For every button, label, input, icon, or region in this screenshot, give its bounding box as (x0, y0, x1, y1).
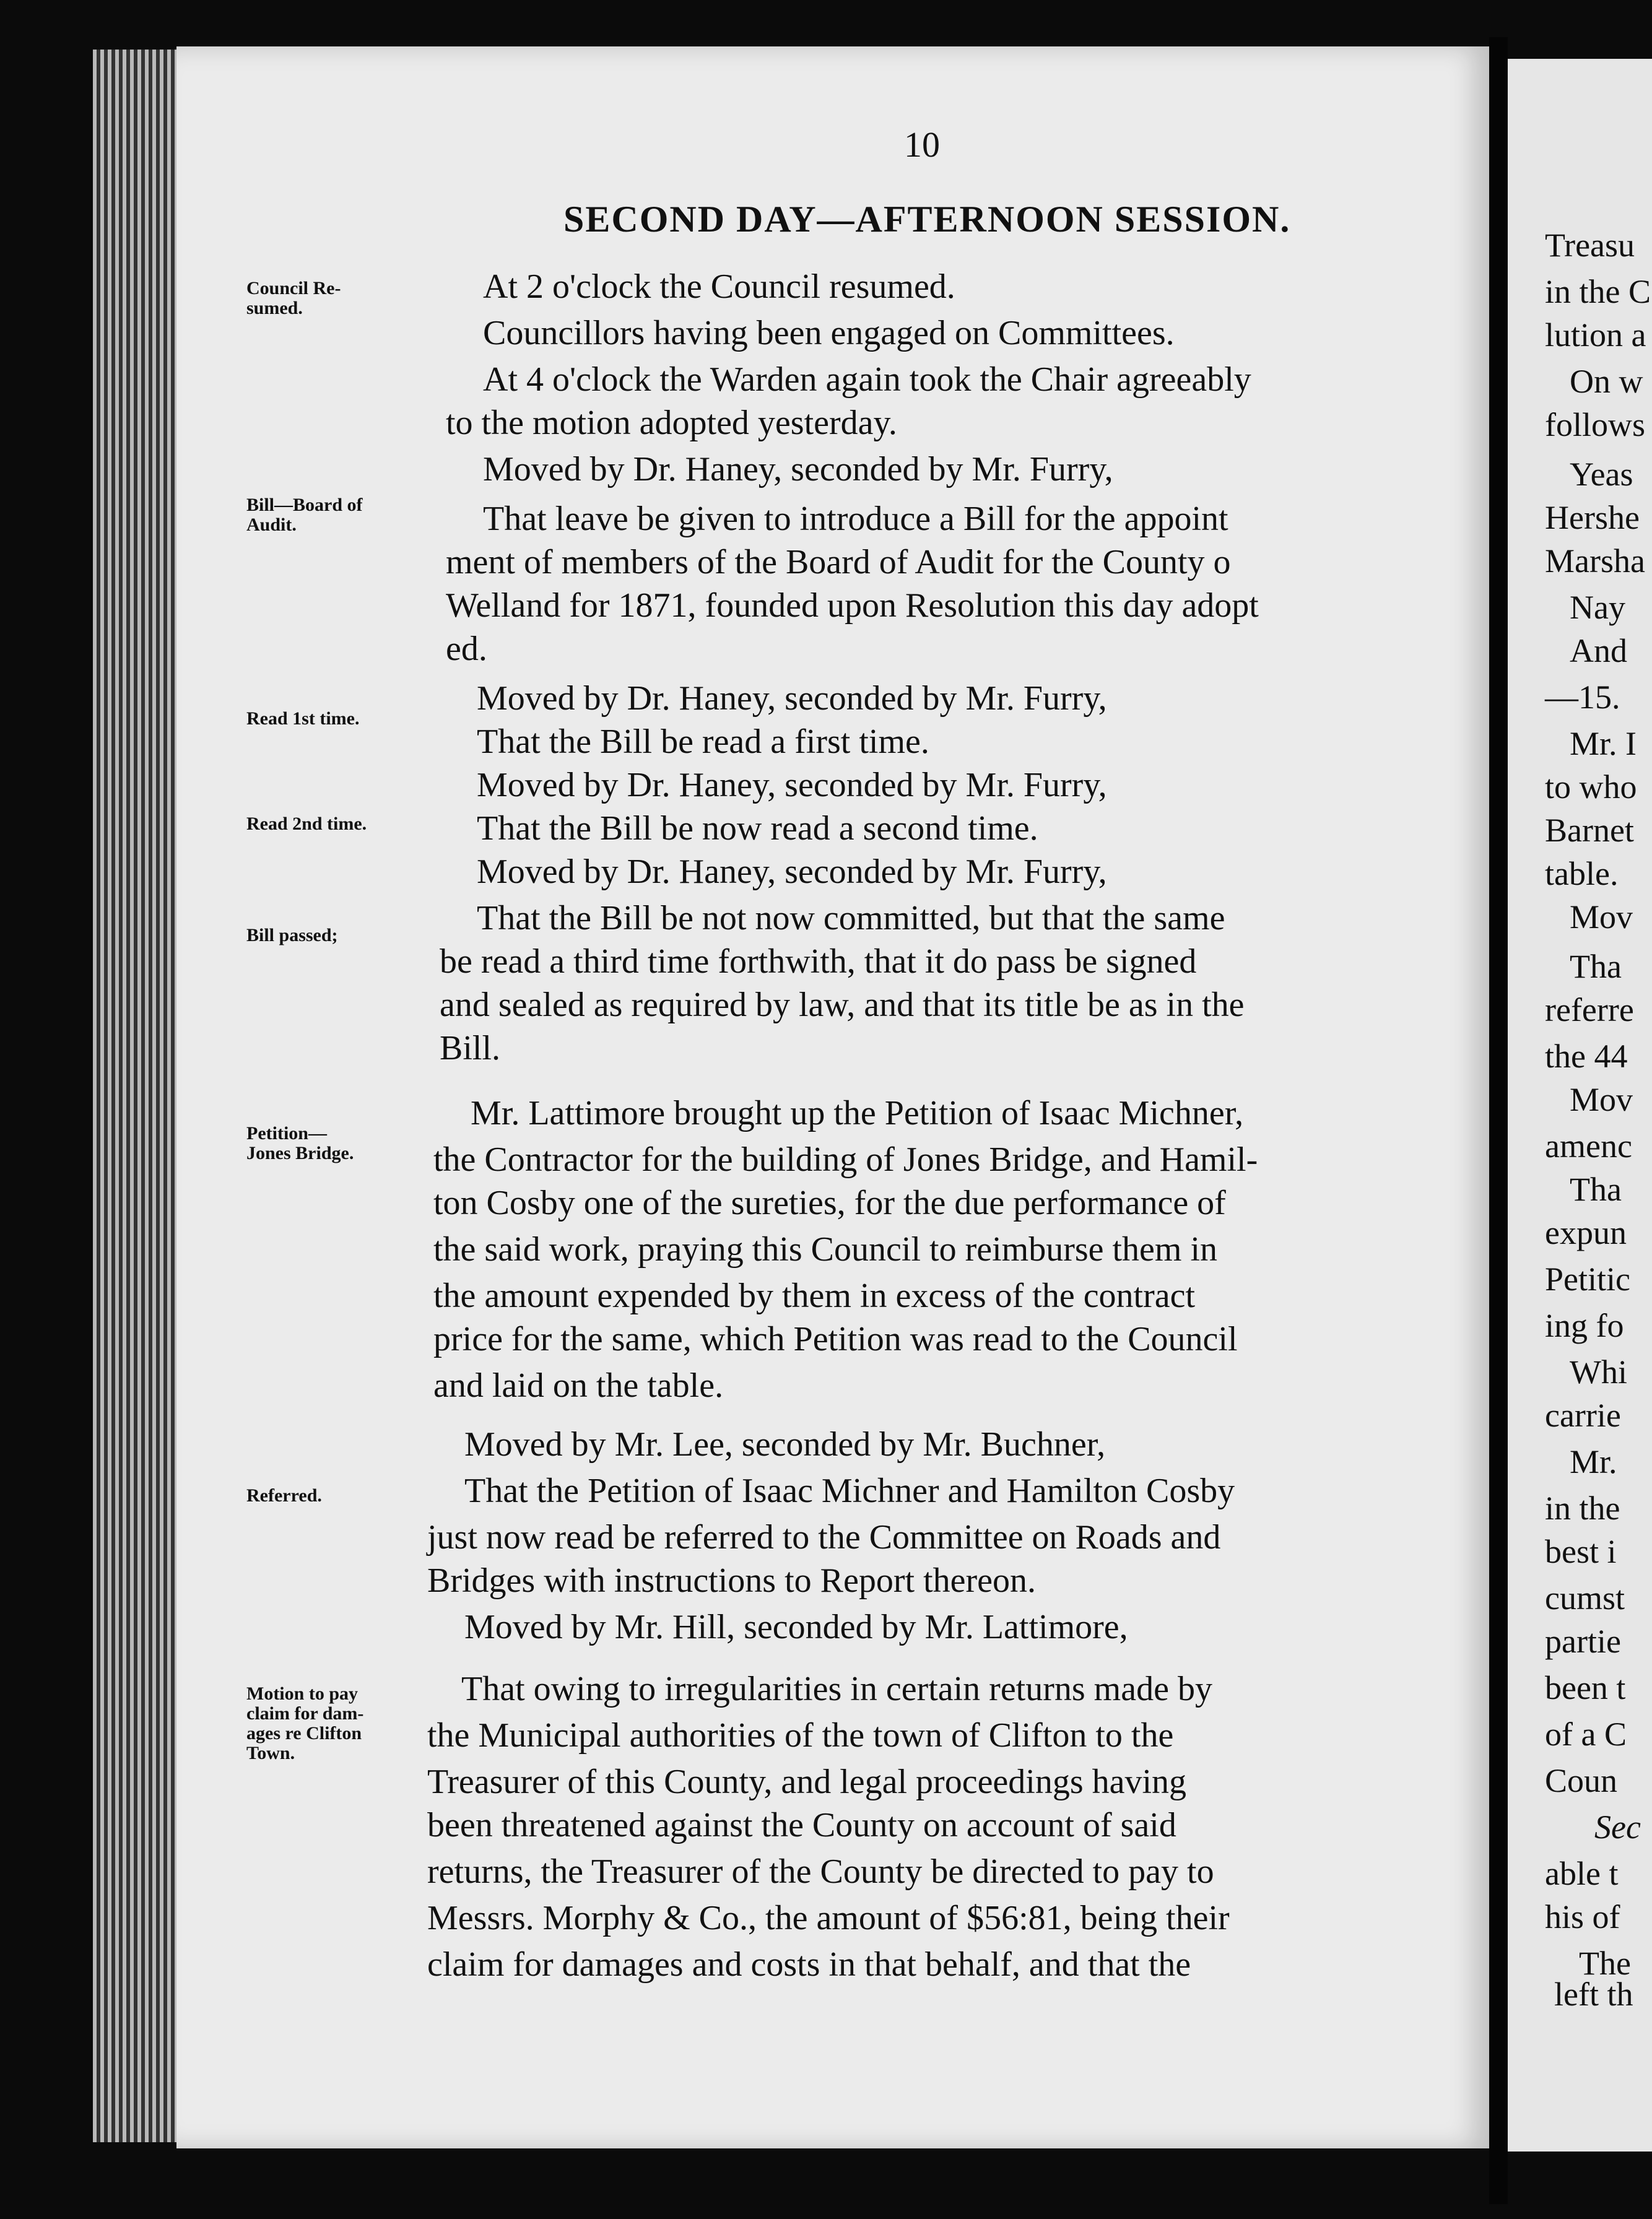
body-line: That leave be given to introduce a Bill for the appoint (483, 500, 1228, 538)
body-line: Welland for 1871, founded upon Resolution this day adopt (446, 586, 1259, 625)
body-line: price for the same, which Petition was read to the Council (433, 1320, 1238, 1358)
body-line: been threatened against the County on account of said (427, 1806, 1176, 1844)
body-line: Moved by Dr. Haney, seconded by Mr. Furry, (477, 766, 1107, 804)
body-line: and sealed as required by law, and that its title be as in the (440, 986, 1245, 1024)
right-fragment: And (1570, 632, 1627, 669)
right-fragment: lution a (1545, 316, 1646, 354)
body-line: the said work, praying this Council to reimburse them in (433, 1230, 1218, 1269)
right-fragment: amenc (1545, 1127, 1632, 1165)
body-line: At 2 o'clock the Council resumed. (483, 267, 955, 306)
body-line: ton Cosby one of the sureties, for the due performance of (433, 1184, 1226, 1222)
body-line: That the Bill be not now committed, but that the same (477, 899, 1225, 937)
right-fragment: best i (1545, 1533, 1617, 1570)
body-line: the Municipal authorities of the town of Clifton to the (427, 1716, 1174, 1755)
right-fragment: —15. (1545, 679, 1620, 716)
right-fragment: partie (1545, 1623, 1621, 1660)
body-line: be read a third time forthwith, that it do pass be signed (440, 942, 1197, 981)
right-fragment: cumst (1545, 1579, 1625, 1617)
margin-note-council-resumed: Council Re- sumed. (246, 278, 341, 318)
book-gutter (1489, 37, 1508, 2204)
margin-note-read-second: Read 2nd time. (246, 814, 367, 834)
right-fragment: Petitic (1545, 1261, 1630, 1298)
right-fragment: Sec (1594, 1809, 1641, 1846)
right-fragment: his of (1545, 1898, 1620, 1935)
body-line: Bill. (440, 1029, 501, 1067)
right-fragment: expun (1545, 1214, 1627, 1251)
right-fragment: Marsha (1545, 542, 1645, 580)
page-edges (93, 50, 180, 2142)
body-line: Treasurer of this County, and legal proceedings having (427, 1763, 1187, 1801)
body-line: Moved by Dr. Haney, seconded by Mr. Furry, (477, 853, 1107, 891)
right-fragment: Coun (1545, 1762, 1618, 1799)
right-fragment: in the C (1545, 273, 1651, 310)
right-fragment: follows (1545, 406, 1645, 443)
right-fragment: referre (1545, 991, 1634, 1028)
body-line: just now read be referred to the Committee on Roads and (427, 1518, 1221, 1557)
right-fragment: Yeas (1570, 456, 1633, 493)
right-fragment: Whi (1570, 1353, 1627, 1391)
right-fragment: carrie (1545, 1397, 1621, 1434)
body-line: Moved by Mr. Hill, seconded by Mr. Lattimore, (464, 1608, 1128, 1646)
right-fragment: Mov (1570, 1081, 1633, 1118)
margin-note-referred: Referred. (246, 1485, 322, 1506)
right-fragment: been t (1545, 1669, 1626, 1706)
right-fragment: Mr. (1570, 1443, 1617, 1480)
page-number: 10 (904, 124, 940, 165)
right-fragment: the 44 (1545, 1038, 1628, 1075)
right-fragment: Barnet (1545, 812, 1634, 849)
body-line: That owing to irregularities in certain returns made by (461, 1670, 1212, 1708)
body-line: That the Petition of Isaac Michner and Hamilton Cosby (464, 1472, 1235, 1510)
body-line: the Contractor for the building of Jones Bridge, and Hamil- (433, 1140, 1258, 1179)
right-fragment: to who (1545, 768, 1637, 806)
right-fragment: in the (1545, 1490, 1620, 1527)
right-fragment: The (1579, 1945, 1631, 1982)
body-line: and laid on the table. (433, 1366, 724, 1405)
body-line: ed. (446, 630, 487, 668)
body-line: to the motion adopted yesterday. (446, 404, 897, 442)
margin-note-bill-passed: Bill passed; (246, 925, 338, 945)
right-fragment: table. (1545, 855, 1619, 892)
body-line: claim for damages and costs in that behalf, and that the (427, 1945, 1191, 1984)
body-line: Moved by Dr. Haney, seconded by Mr. Furry, (477, 679, 1107, 718)
body-line: Messrs. Morphy & Co., the amount of $56:81, being their (427, 1899, 1230, 1937)
margin-note-read-first: Read 1st time. (246, 708, 360, 729)
right-fragment: ing fo (1545, 1307, 1624, 1344)
right-fragment: Mov (1570, 898, 1633, 936)
margin-note-petition-jones-bridge: Petition— Jones Bridge. (246, 1123, 354, 1163)
body-line: the amount expended by them in excess of the contract (433, 1277, 1196, 1315)
right-fragment: Treasu (1545, 227, 1635, 264)
right-fragment: Mr. I (1570, 725, 1637, 762)
body-line: ment of members of the Board of Audit for the County o (446, 543, 1231, 581)
right-fragment: left th (1554, 1976, 1633, 2013)
body-line: Moved by Mr. Lee, seconded by Mr. Buchner, (464, 1425, 1106, 1464)
body-line: At 4 o'clock the Warden again took the Chair agreeably (483, 360, 1251, 399)
body-line: That the Bill be now read a second time. (477, 809, 1038, 848)
right-fragment: of a C (1545, 1716, 1627, 1753)
body-line: Bridges with instructions to Report thereon. (427, 1561, 1036, 1600)
right-fragment: Tha (1570, 1171, 1622, 1208)
margin-note-bill-board-audit: Bill—Board of Audit. (246, 495, 363, 535)
body-line: That the Bill be read a first time. (477, 723, 929, 761)
right-fragment: Tha (1570, 948, 1622, 985)
body-line: returns, the Treasurer of the County be directed to pay to (427, 1852, 1214, 1891)
session-heading: SECOND DAY—AFTERNOON SESSION. (563, 199, 1291, 240)
right-fragment: able t (1545, 1855, 1619, 1892)
body-line: Moved by Dr. Haney, seconded by Mr. Furry, (483, 450, 1113, 489)
body-line: Mr. Lattimore brought up the Petition of Isaac Michner, (471, 1094, 1244, 1132)
right-fragment: Hershe (1545, 499, 1640, 536)
margin-note-motion-clifton: Motion to pay claim for dam- ages re Clifton Town. (246, 1683, 364, 1763)
body-line: Councillors having been engaged on Committees. (483, 314, 1175, 352)
right-fragment: On w (1570, 363, 1643, 400)
right-fragment: Nay (1570, 589, 1625, 626)
